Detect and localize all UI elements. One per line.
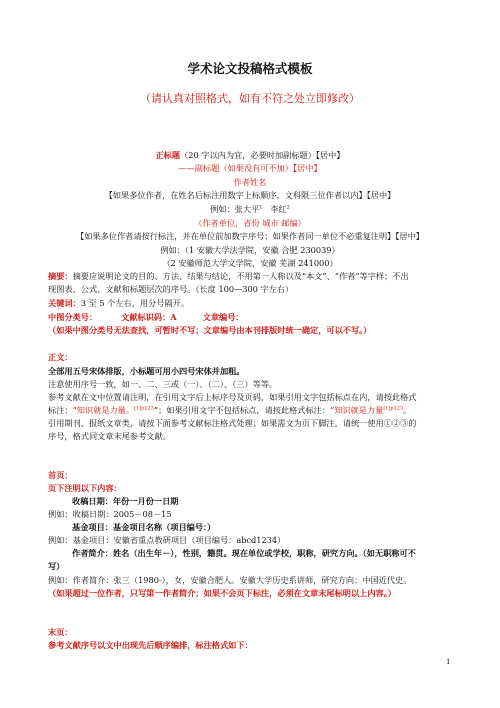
citation-mid: ”；如果引用文字不包括标点，请按此格式标注：: [153, 405, 331, 415]
clc-label: 中图分类号：: [48, 312, 98, 322]
classification-line: [48, 312, 244, 323]
citation-end: 。: [403, 405, 412, 415]
body-label: 正文：: [48, 352, 73, 362]
body-note-4: 引用期刊、报纸文章类，请按下面参考文献标注格式处理；如果需文为页下脚注，请统一使用①②③的: [48, 418, 417, 428]
page-number: 1: [446, 658, 451, 666]
bio-label-1: 作者简介：姓名（出生年－），性别，籍贯。现在单位或学校，职称，研究方向。（如无职称可不: [72, 548, 416, 558]
front-page-rule: 页下注明以下内容：: [48, 483, 122, 493]
main-title-line: [0, 150, 500, 161]
abstract-text-1: 摘要应说明论文的目的、方法、结果与结论，不用第一人称以及“本文”、“作者”等字样；不出: [72, 271, 409, 281]
abstract-label: 摘要：: [48, 271, 73, 281]
keywords-label: 关键词：: [48, 298, 81, 308]
fund-label: 基金项目：基金项目名称（项目编号：）: [72, 522, 216, 532]
doc-code-label: 文献标识码：A: [121, 312, 177, 322]
citation-quote-2: “知识就是力量: [330, 405, 384, 415]
fund-example: 例如：基金项目：安徽省重点教研项目（项目编号：abcd1234）: [48, 535, 286, 545]
author-sup-1: 1: [259, 204, 263, 211]
last-page-label: 末页：: [48, 627, 73, 637]
bio-example: 例如：作者简介：张三（1980-），女，安徽合肥人。安徽大学历史系讲师，研究方向：中国近代史。: [48, 575, 412, 585]
article-no-label: 文章编号：: [202, 312, 244, 322]
citation-quote-1: “知识就是力量。: [72, 405, 135, 415]
affiliation-rule: 【如果多位作者请按行标注，并在单位前加数字序号；如果作者同一单位不必重复注明】【居中】: [76, 231, 424, 241]
main-title-label: 正标题: [155, 150, 181, 160]
citation-sup-2: [1]p123: [383, 405, 404, 412]
affiliation-line: （作者单位，省份 城市 邮编）: [194, 218, 306, 228]
document-subtitle: （请认真对照格式，如有不符之处立即修改）: [140, 92, 360, 105]
body-rule: 全部用五号宋体排版，小标题可用小四号宋体并加粗。: [48, 366, 245, 376]
sub-title-line: ——副标题（如果没有可不加）【居中】: [178, 163, 322, 173]
citation-intro: 标注：: [48, 405, 73, 415]
body-note-5: 序号，格式同文章末尾参考文献。: [48, 431, 171, 441]
keywords-line: [48, 298, 189, 309]
keywords-text: 3 至 5 个左右，用分号隔开。: [80, 298, 190, 308]
author-example-first: 例如：张大平: [210, 204, 260, 214]
author-rule: 【如果多位作者，在姓名后标注用数字上标顺序，文科限三位作者以内】【居中】: [104, 190, 396, 200]
main-title-rule: （20 字以内为宜，必要时加副标题）【居中】: [180, 150, 345, 160]
document-title: 学术论文投稿格式模板: [187, 62, 313, 76]
author-example-second: 李红: [270, 204, 287, 214]
author-example: [0, 204, 500, 215]
body-note-1: 注意使用序号一致，如一、二、三或（一）、（二）、（三）等等。: [48, 379, 278, 389]
bio-note: （如果超过一位作者，只写第一作者简介；如果不会页下标注，必须在文章末尾标明以上内容。）: [48, 588, 396, 598]
bio-label-2: 写）: [48, 561, 65, 571]
received-label: 收稿日期：年份一月份一日期: [72, 496, 179, 506]
citation-sup-1: [1]p123: [134, 405, 154, 412]
author-name: 作者姓名: [233, 177, 267, 187]
received-example: 例如：收稿日期：2005－08－15: [48, 509, 172, 519]
affiliation-example-2: （2 安徽师范大学文学院，安徽 芜湖 241000）: [162, 258, 338, 268]
classification-note: （如果中图分类号无法查找，可暂时不写；文章编号由本刊排版时统一确定，可以不写。）: [48, 325, 372, 335]
body-note-2: 参考文献在文中位置请注明，在引用文字后上标序号及页码，如果引用文字包括标点在内，请按此格式: [48, 392, 417, 402]
affiliation-example-1: 例如：（1 安徽大学法学院，安徽 合肥 230039）: [160, 245, 340, 255]
last-page-rule: 参考文献序号以文中出现先后顺序编排，标注格式如下：: [48, 640, 253, 650]
author-sup-2: 2: [286, 204, 290, 211]
body-note-3: [48, 405, 411, 416]
abstract-line-1: [48, 271, 409, 282]
abstract-line-2: 现图表、公式、文献和标题层次的序号。（长度 100—300 字左右）: [48, 284, 294, 294]
front-page-label: 首页：: [48, 470, 73, 480]
